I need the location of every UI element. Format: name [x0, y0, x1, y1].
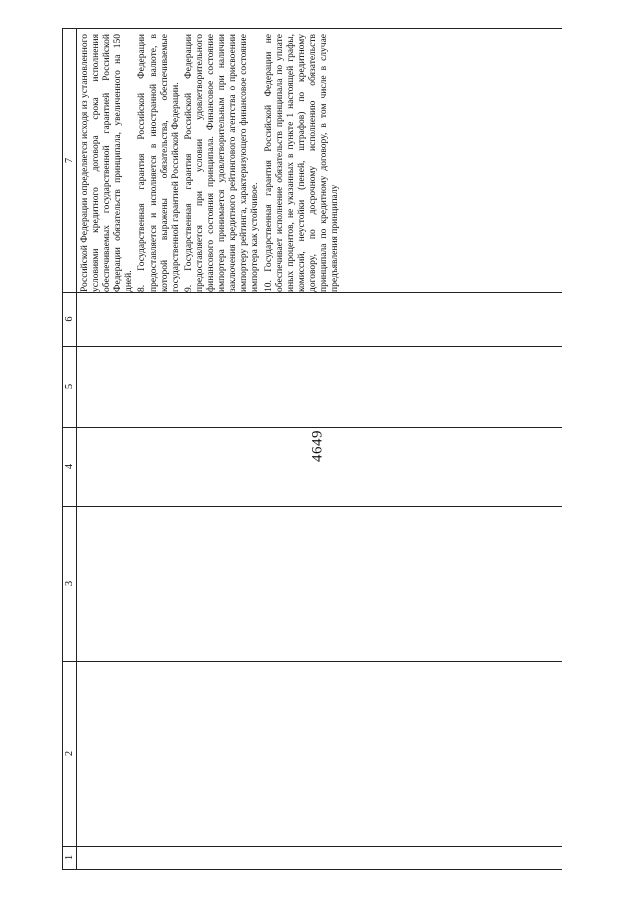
- paragraph: Российской Федерации определяется исходя из установленного условиями кредитного договора срока исполнения обеспечиваемых государственной гарантией Российской Федерации обязательств принципала, увеличенного на 150 дней.: [80, 34, 135, 292]
- table-border-right: [62, 28, 562, 29]
- paragraph: 8. Государственная гарантия Российской Федерации предоставляется и исполняется в иностранной валюте, в которой выражены обязательства, обеспечиваемые государственной гарантией Российской Федерации.: [137, 34, 181, 292]
- rotated-table-sheet: [62, 28, 562, 870]
- paragraph: 10. Государственная гарантия Российской Федерации не обеспечивает исполнение обязательств принципала по уплате иных процентов, не указанных в пункте 1 настоящей графы, комиссий, неустойки (пеней, штрафов) по кредитному договору, по досрочному исполнению обязательств принципала по кредитному договору, в том числе в случае предъявления принципалу: [263, 34, 341, 292]
- header-col-6: 6: [64, 316, 75, 322]
- column-divider: [62, 427, 562, 428]
- header-col-1: 1: [64, 854, 75, 861]
- header-col-4: 4: [64, 463, 75, 470]
- column-divider: [62, 346, 562, 347]
- header-col-7: 7: [64, 157, 75, 164]
- column-divider: [62, 506, 562, 507]
- column-divider: [62, 661, 562, 662]
- header-col-5: 5: [64, 383, 75, 390]
- table-header-row: [62, 28, 77, 870]
- header-col-2: 2: [64, 750, 75, 757]
- column-divider: [62, 846, 562, 847]
- column-7-text: [80, 34, 343, 292]
- document-table: [62, 28, 562, 870]
- page-number: 4649: [309, 430, 326, 462]
- header-col-3: 3: [64, 580, 75, 587]
- paragraph: 9. Государственная гарантия Российской Федерации предоставляется при условии удовлетворительного финансового состояния принципала. Финансовое состояние импортера принимается удовлетворительным при наличии заключения кредитного рейтингового агентства о присвоении импортеру рейтинга, характеризующего финансовое состояние импортера как устойчивое.: [183, 34, 261, 292]
- column-divider: [62, 292, 562, 293]
- table-border-left: [62, 869, 562, 870]
